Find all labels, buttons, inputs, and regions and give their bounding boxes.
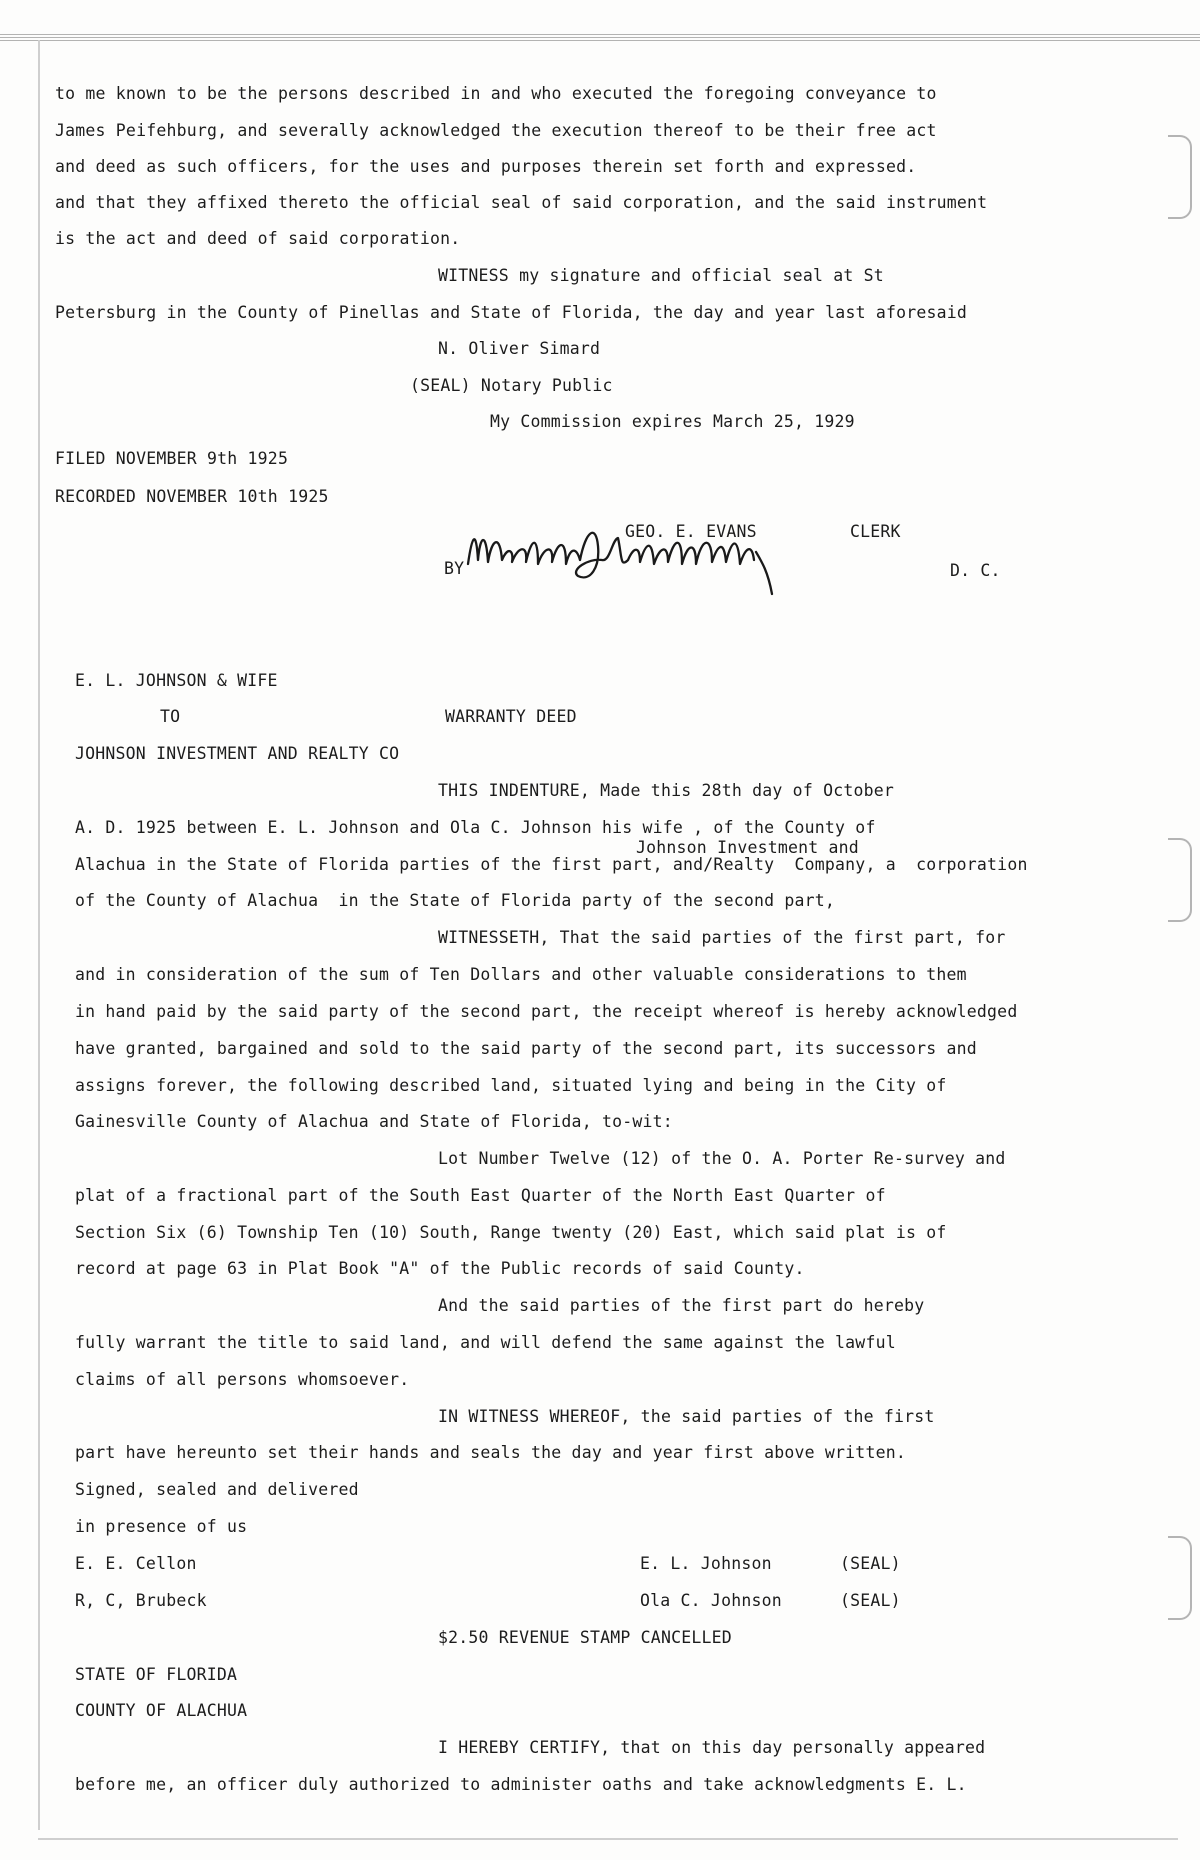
county-heading: COUNTY OF ALACHUA <box>75 1701 248 1720</box>
commission-line: My Commission expires March 25, 1929 <box>490 412 855 431</box>
warranty-line-2: fully warrant the title to said land, and will defend the same against the lawful <box>75 1333 896 1352</box>
notary-title: (SEAL) Notary Public <box>410 376 613 395</box>
warranty-line-3: claims of all persons whomsoever. <box>75 1370 410 1389</box>
witnesseth-line-2: and in consideration of the sum of Ten Dollars and other valuable considerations to them <box>75 965 967 984</box>
in-witness-line-1: IN WITNESS WHEREOF, the said parties of the first <box>438 1407 935 1426</box>
state-heading: STATE OF FLORIDA <box>75 1665 238 1684</box>
warranty-line-1: And the said parties of the first part do hereby <box>438 1296 925 1315</box>
indenture-line-3: Alachua in the State of Florida parties of the first part, and/Realty Company, a corporation <box>75 855 1028 874</box>
grantee: JOHNSON INVESTMENT AND REALTY CO <box>75 744 400 763</box>
witnesseth-line-5: assigns forever, the following described land, situated lying and being in the City of <box>75 1076 947 1095</box>
ack-line-1: to me known to be the persons described in and who executed the foregoing conveyance to <box>55 84 937 103</box>
filed-line: FILED NOVEMBER 9th 1925 <box>55 449 289 468</box>
document-type: WARRANTY DEED <box>445 707 577 726</box>
clerk-label: CLERK <box>850 522 901 541</box>
ack-line-4: and that they affixed thereto the official seal of said corporation, and the said instrument <box>55 193 988 212</box>
indenture-line-2: A. D. 1925 between E. L. Johnson and Ola C. Johnson his wife , of the County of <box>75 818 876 837</box>
witness-line: WITNESS my signature and official seal at St <box>438 266 884 285</box>
indenture-line-4: of the County of Alachua in the State of Florida party of the second part, <box>75 891 836 910</box>
legal-description-line-3: Section Six (6) Township Ten (10) South, Range twenty (20) East, which said plat is of <box>75 1223 947 1242</box>
legal-description-line-2: plat of a fractional part of the South East Quarter of the North East Quarter of <box>75 1186 886 1205</box>
by-label: BY <box>444 559 465 578</box>
signed-sealed-line: Signed, sealed and delivered <box>75 1480 359 1499</box>
witnesseth-line-3: in hand paid by the said party of the second part, the receipt whereof is hereby acknowledged <box>75 1002 1018 1021</box>
ack-line-3: and deed as such officers, for the uses and purposes therein set forth and expressed. <box>55 157 917 176</box>
ack-line-5: is the act and deed of said corporation. <box>55 229 461 248</box>
left-margin-rule <box>38 40 40 1830</box>
witness-name-1: E. E. Cellon <box>75 1554 197 1573</box>
bottom-edge <box>38 1838 1178 1840</box>
binder-hole <box>1168 838 1192 922</box>
witnesseth-line-6: Gainesville County of Alachua and State of Florida, to-wit: <box>75 1112 673 1131</box>
dc-label: D. C. <box>950 561 1001 580</box>
presence-line: in presence of us <box>75 1517 248 1536</box>
seal-mark-1: (SEAL) <box>840 1554 901 1573</box>
indenture-line-1: THIS INDENTURE, Made this 28th day of October <box>438 781 895 800</box>
ack-line-2: James Peifehburg, and severally acknowledged the execution thereof to be their free act <box>55 121 937 140</box>
grantor: E. L. JOHNSON & WIFE <box>75 671 278 690</box>
seal-mark-2: (SEAL) <box>840 1591 901 1610</box>
notary-name: N. Oliver Simard <box>438 339 601 358</box>
recorded-line: RECORDED NOVEMBER 10th 1925 <box>55 487 329 506</box>
legal-description-line-1: Lot Number Twelve (12) of the O. A. Porter Re-survey and <box>438 1149 1006 1168</box>
place-line: Petersburg in the County of Pinellas and State of Florida, the day and year last aforesaid <box>55 303 968 322</box>
binder-hole <box>1168 135 1192 219</box>
interlined-insert: Johnson Investment and <box>636 838 859 857</box>
witnesseth-line-1: WITNESSETH, That the said parties of the first part, for <box>438 928 1006 947</box>
witnesseth-line-4: have granted, bargained and sold to the said party of the second part, its successors and <box>75 1039 977 1058</box>
signer-name-1: E. L. Johnson <box>640 1554 772 1573</box>
in-witness-line-2: part have hereunto set their hands and seals the day and year first above written. <box>75 1443 906 1462</box>
to-label: TO <box>160 707 181 726</box>
top-rule <box>0 34 1200 43</box>
clerk-name: GEO. E. EVANS <box>625 522 757 541</box>
revenue-stamp-line: $2.50 REVENUE STAMP CANCELLED <box>438 1628 732 1647</box>
signer-name-2: Ola C. Johnson <box>640 1591 782 1610</box>
legal-description-line-4: record at page 63 in Plat Book "A" of the Public records of said County. <box>75 1259 805 1278</box>
certificate-line-2: before me, an officer duly authorized to administer oaths and take acknowledgments E. L. <box>75 1775 967 1794</box>
certificate-line-1: I HEREBY CERTIFY, that on this day personally appeared <box>438 1738 986 1757</box>
binder-hole <box>1168 1536 1192 1620</box>
witness-name-2: R, C, Brubeck <box>75 1591 207 1610</box>
handwritten-signature <box>462 516 822 606</box>
